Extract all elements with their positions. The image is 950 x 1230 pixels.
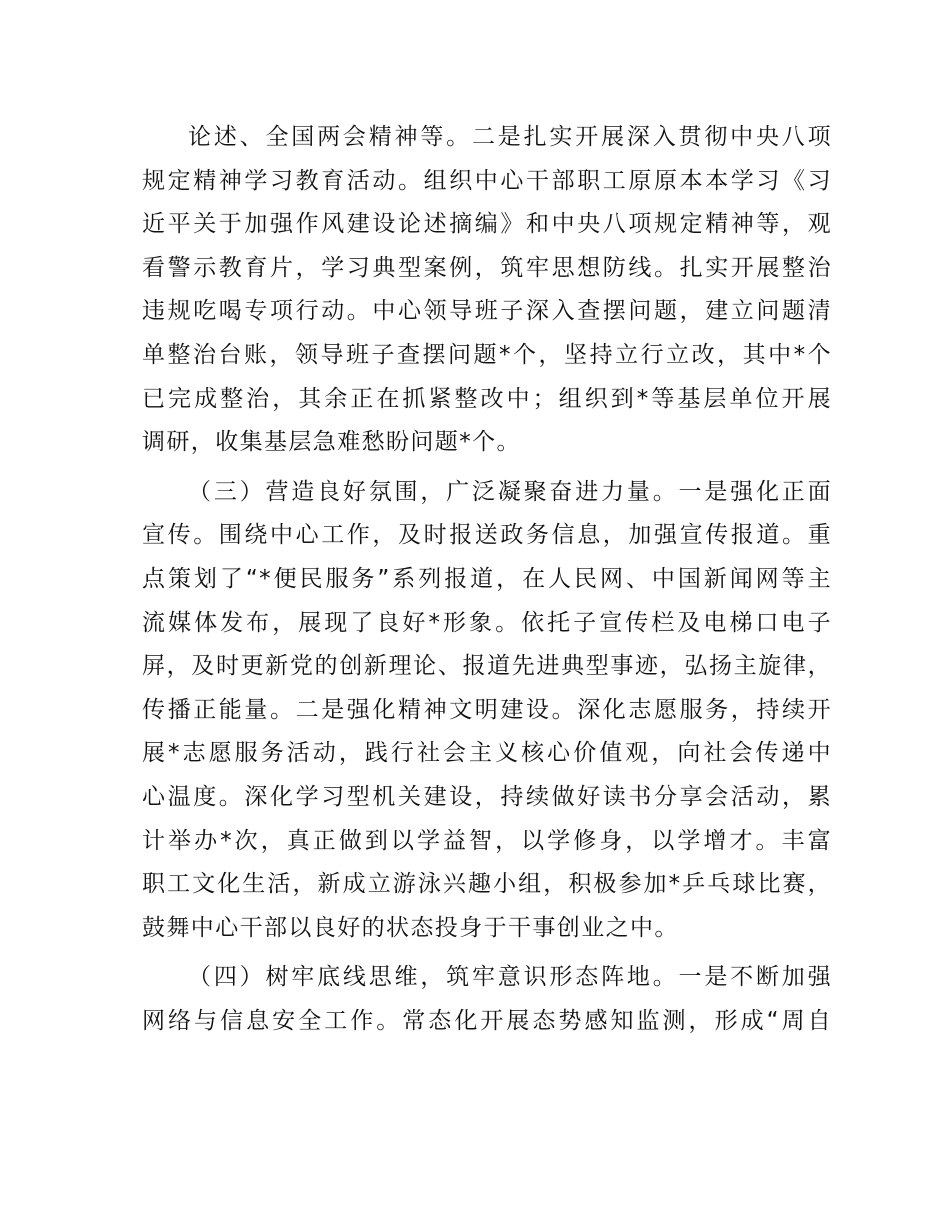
text-line: 传播正能量。二是强化精神文明建设。深化志愿服务，持续开: [142, 696, 832, 723]
text-line: 鼓舞中心干部以良好的状态投身于干事创业之中。: [142, 914, 679, 941]
text-line: 规定精神学习教育活动。组织中心干部职工原原本本学习《习: [142, 167, 832, 194]
document-page: [142, 116, 832, 1049]
text-line: 点策划了“*便民服务”系列报道，在人民网、中国新闻网等主: [142, 565, 832, 592]
text-line: 论述、全国两会精神等。二是扎实开展深入贯彻中央八项: [188, 124, 832, 150]
text-line: 流媒体发布，展现了良好*形象。依托子宣传栏及电梯口电子: [142, 609, 832, 636]
paragraph-2: [142, 471, 832, 951]
text-line: 计举办*次，真正做到以学益智，以学修身，以学增才。丰富: [142, 827, 832, 854]
text-line: 近平关于加强作风建设论述摘编》和中央八项规定精神等，观: [142, 211, 832, 238]
text-line: 违规吃喝专项行动。中心领导班子深入查摆问题，建立问题清: [142, 298, 832, 325]
text-line: 心温度。深化学习型机关建设，持续做好读书分享会活动，累: [142, 783, 832, 810]
text-line: 看警示教育片，学习典型案例，筑牢思想防线。扎实开展整治: [142, 254, 832, 281]
text-line: （三）营造良好氛围，广泛凝聚奋进力量。一是强化正面: [188, 478, 832, 505]
text-line: （四）树牢底线思维，筑牢意识形态阵地。一是不断加强: [188, 964, 832, 991]
text-line: 宣传。围绕中心工作，及时报送政务信息，加强宣传报道。重: [142, 522, 832, 549]
text-line: 调研，收集基层急难愁盼问题*个。: [142, 429, 521, 456]
text-line: 已完成整治，其余正在抓紧整改中；组织到*等基层单位开展: [142, 385, 832, 412]
text-line: 网络与信息安全工作。常态化开展态势感知监测，形成“周自: [142, 1007, 832, 1034]
text-line: 展*志愿服务活动，践行社会主义核心价值观，向社会传递中: [142, 740, 832, 767]
paragraph-3: [142, 956, 832, 1043]
text-line: 单整治台账，领导班子查摆问题*个，坚持立行立改，其中*个: [142, 341, 832, 368]
paragraph-1: [142, 116, 832, 465]
text-line: 屏，及时更新党的创新理论、报道先进典型事迹，弘扬主旋律，: [142, 653, 832, 680]
text-line: 职工文化生活，新成立游泳兴趣小组，积极参加*乒乓球比赛，: [142, 871, 832, 898]
